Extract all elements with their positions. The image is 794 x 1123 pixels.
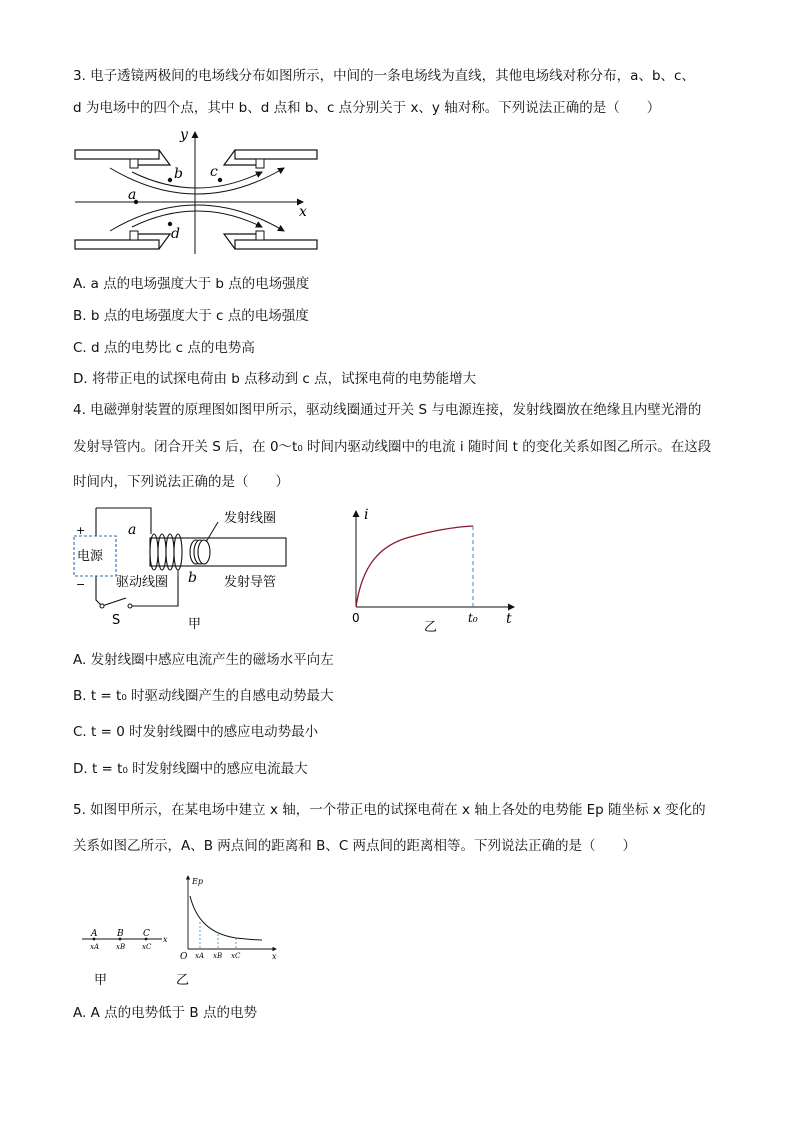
figure-jia-caption: 甲 [94,973,108,988]
q5-stem-line-1: 5. 如图甲所示，在某电场中建立 x 轴，一个带正电的试探电荷在 x 轴上各处的电势能 Ep 随坐标 x 变化的 [73,802,706,818]
point-B-label: B [117,929,124,939]
q4-option-a: A. 发射线圈中感应电流产生的磁场水平向左 [73,652,334,668]
ep-axis-label: Ep [192,877,203,886]
upper-left-plate [75,150,159,159]
switch-label: S [112,613,121,628]
point-C-label: C [143,929,150,939]
point-d-label: d [171,226,180,242]
xC-label: xC [142,943,152,951]
point-A-label: A [91,929,98,939]
point-b-label: b [188,570,197,586]
origin-label: 0 [352,611,360,625]
q5-stem-line-2: 关系如图乙所示，A、B 两点间的距离和 B、C 两点间的距离相等。下列说法正确的是（ ） [73,838,637,854]
launch-tube [150,538,286,566]
lower-left-plate [75,240,159,249]
launch-coil-label: 发射线圈 [224,511,277,526]
q4-option-c: C. t = 0 时发射线圈中的感应电动势最小 [73,724,319,740]
q4-option-b: B. t = t₀ 时驱动线圈产生的自感电动势最大 [73,688,334,704]
plus-label: + [76,524,86,537]
q3-stem-line-2: d 为电场中的四个点，其中 b、d 点和 b、c 点分别关于 x、y 轴对称。下列说法正确的是（ ） [73,100,661,116]
current-curve [356,526,473,607]
q5-figure-jia [80,924,176,990]
x-label: x [163,935,168,944]
origin-label: O [180,952,188,962]
launch-coil [190,540,210,564]
minus-label: − [76,578,86,591]
point-b [168,178,172,182]
figure-jia-caption: 甲 [188,617,202,632]
field-line-lower-1 [110,205,284,231]
field-line-upper-2 [132,172,262,188]
xA-label: xA [90,943,100,951]
xA-label: xA [195,952,205,960]
point-c [218,178,222,182]
q4-figure-yi [340,505,522,635]
q5-option-a: A. A 点的电势低于 B 点的电势 [73,1005,257,1021]
xB-label: xB [116,943,126,951]
x-label: x [272,952,277,961]
i-axis-label: i [364,507,369,523]
q3-option-c: C. d 点的电势比 c 点的电势高 [73,340,255,356]
q4-stem-line-2: 发射导管内。闭合开关 S 后，在 0～t₀ 时间内驱动线圈中的电流 i 随时间 t 的变化关系如图乙所示。在这段 [73,439,712,455]
q4-stem-line-1: 4. 电磁弹射装置的原理图如图甲所示，驱动线圈通过开关 S 与电源连接，发射线圈放在绝缘且内壁光滑的 [73,402,702,418]
field-line-lower-2 [132,211,262,227]
y-axis-label: y [180,128,188,143]
point-a-label: a [128,522,137,538]
upper-right-plate [235,150,317,159]
drive-coil-label: 驱动线圈 [116,575,169,590]
q3-option-b: B. b 点的电场强度大于 c 点的电场强度 [73,308,309,324]
ep-curve [190,896,262,940]
xB-label: xB [213,952,223,960]
point-a-label: a [128,187,137,203]
t0-label: t₀ [468,611,478,625]
xC-label: xC [231,952,241,960]
figure-yi-caption: 乙 [424,620,438,635]
point-c-label: c [210,164,218,180]
t-axis-label: t [506,611,512,627]
figure-yi-caption: 乙 [176,973,190,988]
x-axis-label: x [299,204,307,220]
point-b-label: b [174,166,183,182]
lower-right-plate [235,240,317,249]
q5-figure-yi [176,872,286,990]
launch-tube-label: 发射导管 [224,575,277,590]
q4-option-d: D. t = t₀ 时发射线圈中的感应电流最大 [73,761,308,777]
q3-stem-line-1: 3. 电子透镜两极间的电场线分布如图所示，中间的一条电场线为直线，其他电场线对称分布，a、b、c、 [73,68,695,84]
power-source-label: 电源 [77,549,104,564]
q3-option-a: A. a 点的电场强度大于 b 点的电场强度 [73,276,310,292]
q3-field-figure [70,128,320,254]
q4-stem-line-3: 时间内，下列说法正确的是（ ） [73,474,289,490]
q4-figure-jia [68,502,298,632]
switch-s [102,598,126,606]
q3-option-d: D. 将带正电的试探电荷由 b 点移动到 c 点，试探电荷的电势能增大 [73,371,477,387]
